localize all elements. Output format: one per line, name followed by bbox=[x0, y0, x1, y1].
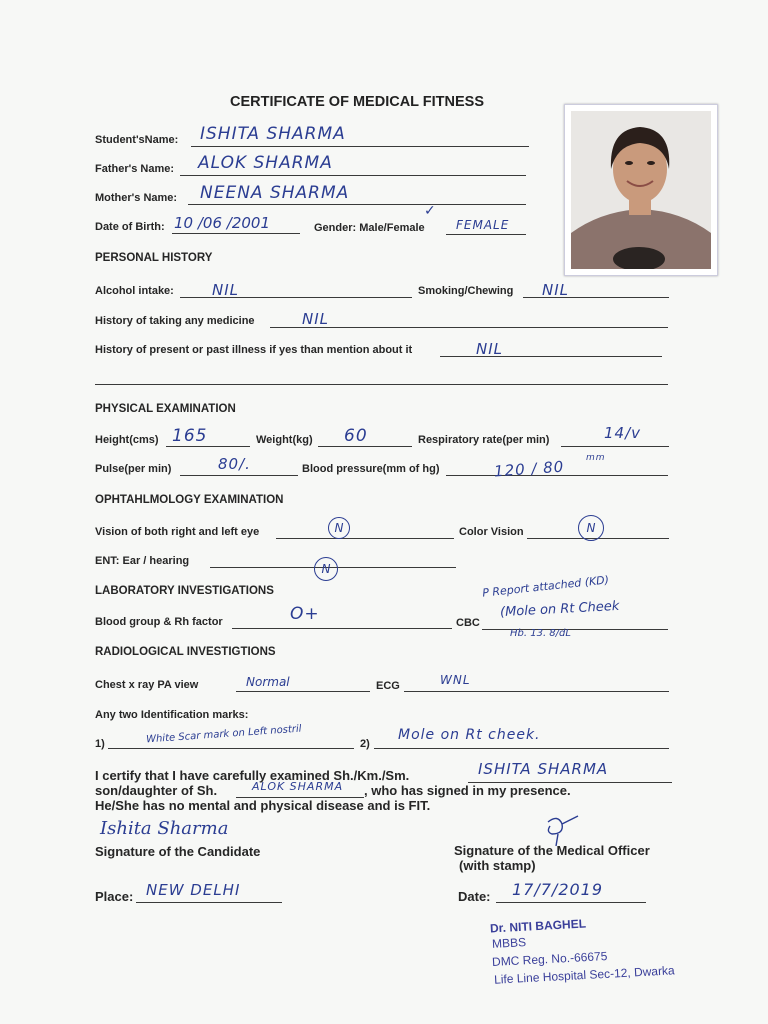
bp-label: Blood pressure(mm of hg) bbox=[302, 463, 440, 475]
cbc-label: CBC bbox=[456, 617, 480, 629]
vision-label: Vision of both right and left eye bbox=[95, 526, 260, 538]
color-vision-value[interactable]: N bbox=[578, 515, 604, 541]
height-label: Height(cms) bbox=[95, 434, 159, 446]
mother-name-line bbox=[188, 204, 526, 205]
candidate-photo bbox=[564, 104, 718, 276]
stamp-degree: MBBS bbox=[491, 935, 527, 951]
dob-line bbox=[172, 233, 300, 234]
chest-xray-label: Chest x ray PA view bbox=[95, 679, 199, 691]
respiratory-label: Respiratory rate(per min) bbox=[418, 434, 550, 446]
identification-2-line bbox=[374, 748, 669, 749]
respiratory-value[interactable]: 14/v bbox=[604, 424, 642, 442]
student-name-value[interactable]: ISHITA SHARMA bbox=[200, 124, 346, 144]
place-line bbox=[136, 902, 282, 903]
height-value[interactable]: 165 bbox=[172, 426, 208, 446]
stamp-reg-no: DMC Reg. No.-66675 bbox=[491, 948, 608, 970]
ent-value[interactable]: N bbox=[314, 557, 338, 581]
ecg-value[interactable]: WNL bbox=[440, 673, 471, 687]
cbc-value-1[interactable]: P Report attached (KD) bbox=[481, 573, 610, 600]
illness-label: History of present or past illness if yes than mention about it bbox=[95, 344, 413, 356]
examined-name-value[interactable]: ISHITA SHARMA bbox=[478, 760, 609, 778]
radiological-heading: RADIOLOGICAL INVESTIGTIONS bbox=[95, 646, 276, 658]
candidate-signature-label: Signature of the Candidate bbox=[95, 844, 261, 859]
father-name-label: Father's Name: bbox=[95, 163, 175, 175]
dob-value[interactable]: 10 /06 /2001 bbox=[174, 214, 270, 232]
illness-extra-line bbox=[95, 384, 668, 385]
pulse-line bbox=[180, 475, 298, 476]
smoking-value[interactable]: NIL bbox=[542, 281, 570, 299]
laboratory-heading: LABORATORY INVESTIGATIONS bbox=[95, 585, 274, 597]
certificate-title: CERTIFICATE OF MEDICAL FITNESS bbox=[230, 94, 485, 110]
gender-label: Gender: Male/Female bbox=[314, 222, 425, 234]
officer-signature-label-1: Signature of the Medical Officer bbox=[454, 843, 650, 858]
weight-label: Weight(kg) bbox=[256, 434, 313, 446]
identification-heading: Any two Identification marks: bbox=[95, 709, 249, 721]
color-vision-label: Color Vision bbox=[459, 526, 524, 538]
certify-line-3: He/She has no mental and physical disease and is FIT. bbox=[95, 798, 431, 813]
ecg-label: ECG bbox=[376, 680, 400, 692]
date-label: Date: bbox=[458, 889, 491, 904]
ophthalmology-heading: OPHTAHLMOLOGY EXAMINATION bbox=[95, 494, 284, 506]
smoking-label: Smoking/Chewing bbox=[418, 285, 514, 297]
blood-group-line bbox=[232, 628, 452, 629]
identification-1-line bbox=[108, 748, 354, 749]
illness-value[interactable]: NIL bbox=[476, 340, 504, 358]
student-name-line bbox=[191, 146, 529, 147]
date-value[interactable]: 17/7/2019 bbox=[512, 880, 604, 899]
father-name-value[interactable]: ALOK SHARMA bbox=[198, 153, 333, 173]
certify-line-2-pre: son/daughter of Sh. bbox=[95, 783, 218, 798]
blood-group-value[interactable]: O+ bbox=[290, 604, 320, 624]
ecg-line bbox=[404, 691, 669, 692]
ent-label: ENT: Ear / hearing bbox=[95, 555, 190, 567]
alcohol-label: Alcohol intake: bbox=[95, 285, 174, 297]
bp-value[interactable]: 120 / 80 bbox=[493, 457, 565, 481]
identification-1-label: 1) bbox=[95, 738, 105, 750]
mother-name-label: Mother's Name: bbox=[95, 192, 178, 204]
bp-suffix: mm bbox=[586, 453, 606, 463]
weight-value[interactable]: 60 bbox=[344, 426, 368, 446]
vision-value[interactable]: N bbox=[328, 517, 350, 539]
pulse-value[interactable]: 80/. bbox=[218, 455, 251, 473]
stamp-doctor-name: Dr. NITI BAGHEL bbox=[489, 916, 587, 936]
gender-tick: ✓ bbox=[424, 203, 437, 219]
personal-history-heading: PERSONAL HISTORY bbox=[95, 252, 213, 264]
dob-label: Date of Birth: bbox=[95, 221, 165, 233]
place-value[interactable]: NEW DELHI bbox=[146, 881, 241, 899]
mother-name-value[interactable]: NEENA SHARMA bbox=[200, 183, 350, 203]
medicine-label: History of taking any medicine bbox=[95, 315, 255, 327]
height-line bbox=[166, 446, 250, 447]
illness-line bbox=[440, 356, 662, 357]
vision-line bbox=[276, 538, 454, 539]
pulse-label: Pulse(per min) bbox=[95, 463, 172, 475]
identification-2-value[interactable]: Mole on Rt cheek. bbox=[398, 727, 541, 743]
portrait-image bbox=[571, 111, 711, 269]
candidate-signature[interactable]: Ishita Sharma bbox=[100, 818, 229, 839]
blood-group-label: Blood group & Rh factor bbox=[95, 616, 223, 628]
respiratory-line bbox=[561, 446, 669, 447]
medicine-value[interactable]: NIL bbox=[302, 310, 330, 328]
physical-heading: PHYSICAL EXAMINATION bbox=[95, 403, 236, 415]
student-name-label: Student'sName: bbox=[95, 134, 179, 146]
father-name-line bbox=[180, 175, 526, 176]
chest-xray-value[interactable]: Normal bbox=[246, 675, 290, 689]
alcohol-value[interactable]: NIL bbox=[212, 281, 240, 299]
certify-line-2-post: , who has signed in my presence. bbox=[364, 783, 571, 798]
place-label: Place: bbox=[95, 889, 134, 904]
officer-signature-label-2: (with stamp) bbox=[459, 858, 536, 873]
gender-line bbox=[446, 234, 526, 235]
parent-name-value[interactable]: ALOK SHARMA bbox=[252, 780, 344, 793]
stamp-hospital: Life Line Hospital Sec-12, Dwarka bbox=[493, 963, 676, 987]
identification-2-label: 2) bbox=[360, 738, 370, 750]
certify-line-1: I certify that I have carefully examined Sh./Km./Sm. bbox=[95, 768, 410, 783]
cbc-value-2[interactable]: (Mole on Rt Cheek bbox=[499, 598, 620, 621]
cbc-value-3[interactable]: Hb. 13. 8/dL bbox=[510, 628, 571, 639]
identification-1-value[interactable]: White Scar mark on Left nostril bbox=[145, 723, 302, 746]
medicine-line bbox=[270, 327, 668, 328]
weight-line bbox=[318, 446, 412, 447]
date-line bbox=[496, 902, 646, 903]
chest-xray-line bbox=[236, 691, 370, 692]
gender-value[interactable]: FEMALE bbox=[456, 218, 510, 232]
